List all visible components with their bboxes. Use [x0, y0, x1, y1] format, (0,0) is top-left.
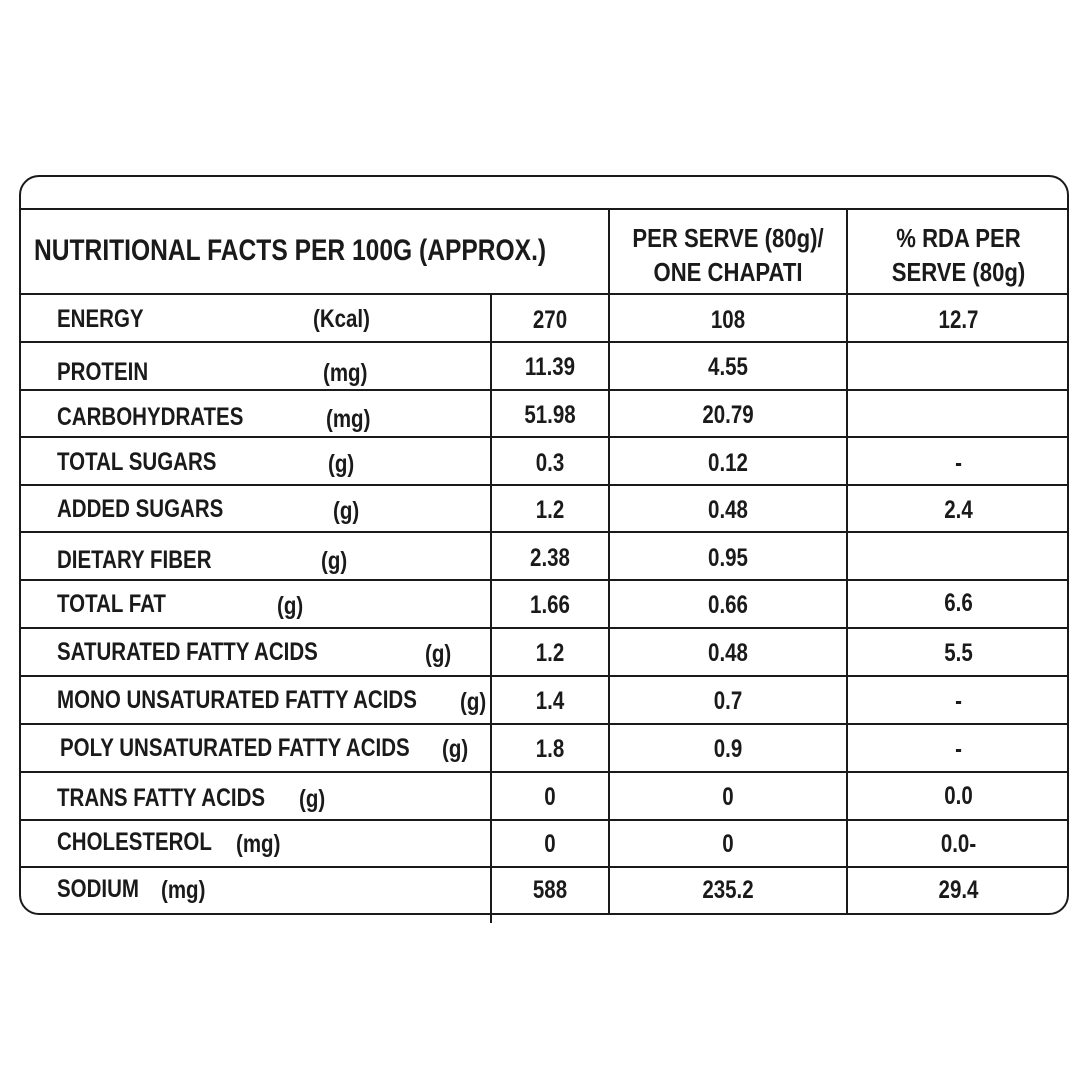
nutrient-unit: (Kcal) [313, 305, 370, 333]
row-rule [19, 484, 1069, 486]
row-rule [19, 531, 1069, 533]
col-rule-perserve [608, 208, 610, 914]
value-per-100g: 1.2 [535, 639, 565, 667]
row-rule [19, 627, 1069, 629]
per-serve-header-line2: ONE CHAPATI [653, 257, 803, 287]
col-rule-rda [846, 208, 848, 914]
value-per-100g: 1.4 [535, 687, 565, 715]
nutrient-unit: (g) [277, 592, 304, 620]
nutrient-name: POLY UNSATURATED FATTY ACIDS [60, 734, 410, 762]
value-per-serve: 0.9 [713, 735, 743, 763]
value-per-100g: 1.8 [535, 735, 565, 763]
nutrient-unit: (g) [460, 688, 487, 716]
nutrient-name: TOTAL SUGARS [57, 448, 217, 476]
table-title: NUTRITIONAL FACTS PER 100G (APPROX.) [34, 234, 547, 267]
nutrient-name: DIETARY FIBER [57, 546, 212, 574]
value-rda: 2.4 [944, 496, 973, 524]
value-rda: 0.0- [940, 830, 977, 858]
value-per-serve: 0 [722, 783, 734, 811]
row-rule [19, 771, 1069, 773]
nutrient-name: CHOLESTEROL [57, 828, 212, 856]
value-per-serve: 108 [710, 306, 746, 334]
value-per-serve: 0 [722, 830, 734, 858]
nutrient-unit: (mg) [161, 876, 206, 904]
header-top-rule [19, 208, 1069, 210]
nutrient-name: SODIUM [57, 875, 139, 903]
value-per-serve: 0.7 [713, 687, 743, 715]
row-rule [19, 675, 1069, 677]
row-rule [19, 819, 1069, 821]
col-rule-per100 [490, 293, 492, 923]
value-rda: 5.5 [944, 639, 973, 667]
nutrient-unit: (mg) [326, 405, 371, 433]
value-per-100g: 51.98 [524, 401, 576, 429]
value-per-serve: 20.79 [702, 401, 754, 429]
nutrient-name: ENERGY [57, 305, 144, 333]
value-per-serve: 0.12 [708, 449, 748, 477]
value-per-serve: 235.2 [702, 876, 754, 904]
value-per-serve: 0.48 [708, 639, 748, 667]
row-rule [19, 341, 1069, 343]
nutrient-name: TRANS FATTY ACIDS [57, 784, 266, 812]
value-per-100g: 1.66 [530, 591, 570, 619]
nutrient-unit: (g) [333, 497, 360, 525]
value-per-100g: 0 [544, 783, 556, 811]
rda-header-line2: SERVE (80g) [891, 257, 1026, 287]
row-rule [19, 723, 1069, 725]
value-per-100g: 270 [532, 306, 568, 334]
value-rda: - [955, 687, 962, 715]
per-serve-header-line1: PER SERVE (80g)/ [632, 223, 824, 253]
value-per-serve: 0.66 [708, 591, 748, 619]
nutrient-name: ADDED SUGARS [57, 495, 224, 523]
value-per-100g: 11.39 [524, 353, 576, 381]
nutrient-unit: (g) [328, 450, 355, 478]
nutrient-unit: (g) [299, 785, 326, 813]
row-rule [19, 579, 1069, 581]
nutrient-name: MONO UNSATURATED FATTY ACIDS [57, 686, 417, 714]
value-per-100g: 0 [544, 830, 556, 858]
value-per-serve: 0.95 [708, 544, 748, 572]
nutrient-unit: (mg) [236, 830, 281, 858]
value-rda: 12.7 [938, 306, 979, 334]
nutrient-name: CARBOHYDRATES [57, 403, 244, 431]
nutrient-unit: (mg) [323, 359, 368, 387]
nutrient-name: PROTEIN [57, 358, 149, 386]
value-rda: 29.4 [938, 876, 979, 904]
nutrient-unit: (g) [425, 640, 452, 668]
nutrient-unit: (g) [321, 547, 348, 575]
value-rda: - [955, 735, 962, 763]
row-rule [19, 389, 1069, 391]
nutrient-name: SATURATED FATTY ACIDS [57, 638, 318, 666]
nutrient-name: TOTAL FAT [57, 590, 166, 618]
value-per-serve: 0.48 [708, 496, 748, 524]
value-per-100g: 588 [532, 876, 568, 904]
nutrient-unit: (g) [442, 735, 469, 763]
rda-header-line1: % RDA PER [896, 223, 1021, 253]
value-per-100g: 0.3 [535, 449, 565, 477]
value-per-100g: 2.38 [530, 544, 570, 572]
value-rda: 6.6 [944, 589, 973, 617]
header-bottom-rule [19, 293, 1069, 295]
row-rule [19, 866, 1069, 868]
value-rda: - [955, 449, 962, 477]
row-rule [19, 436, 1069, 438]
value-rda: 0.0 [944, 782, 973, 810]
value-per-serve: 4.55 [708, 353, 748, 381]
value-per-100g: 1.2 [535, 496, 565, 524]
